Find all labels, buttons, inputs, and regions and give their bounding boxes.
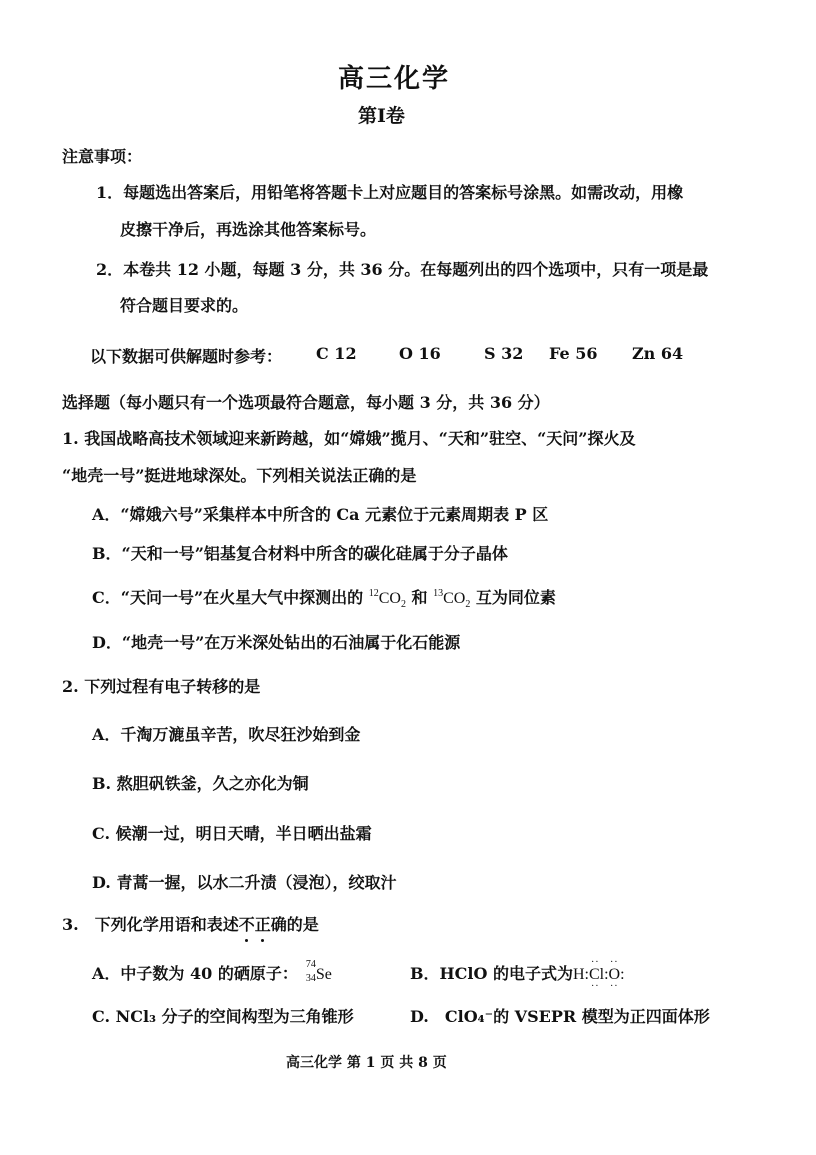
q3-emphasis-bu: 不	[239, 912, 255, 935]
q3-option-a: A．中子数为 40 的硒原子： 74 34 Se	[92, 959, 332, 984]
q2-option-a: A．千淘万漉虽辛苦，吹尽狂沙始到金	[92, 725, 361, 744]
reference-data-row	[0, 344, 816, 366]
q1-option-a: A．“嫦娥六号”采集样本中所含的 Ca 元素位于元素周期表 P 区	[92, 505, 549, 524]
q3-stem: 3. 下列化学用语和表述不 正 确的是	[62, 912, 319, 935]
q3-option-d: D. ClO₄⁻的 VSEPR 模型为正四面体形	[410, 1007, 710, 1026]
notes-heading: 注意事项：	[62, 147, 143, 166]
q1-option-c-isotope-2: $^{13}CO_2$	[433, 588, 471, 610]
q1-stem-line-2: “地壳一号”挺进地球深处。下列相关说法正确的是	[62, 466, 417, 485]
q3-option-c: C. NCl₃ 分子的空间构型为三角锥形	[92, 1007, 354, 1026]
reference-label: 以下数据可供解题时参考：	[90, 347, 283, 366]
q1-option-c: C．“天问一号”在火星大气中探测出的 $^{12}CO_2$ 和 $^{13}CO_2$ 互为同位素	[92, 588, 556, 610]
volume-heading: 第Ⅰ卷	[358, 105, 405, 127]
note-item-1-line-1: 1．每题选出答案后，用铅笔将答题卡上对应题目的答案标号涂黑。如需改动，用橡	[96, 183, 684, 202]
q2-stem: 2. 下列过程有电子转移的是	[62, 677, 261, 696]
reference-item-c: C 12	[316, 344, 357, 363]
q1-option-c-text: C．“天问一号”在火星大气中探测出的	[92, 588, 369, 607]
q2-option-c: C. 候潮一过，明日天晴，半日晒出盐霜	[92, 824, 372, 843]
q3-option-b: B．HClO 的电子式为H:Cl:O: ·· ·· ·· ··	[410, 957, 625, 992]
reference-item-fe: Fe 56	[549, 344, 598, 363]
page-title: 高三化学	[338, 64, 451, 94]
q2-option-d: D. 青蒿一握，以水二升渍（浸泡），绞取汁	[92, 873, 397, 892]
reference-item-zn: Zn 64	[632, 344, 684, 363]
q1-option-b: B．“天和一号”铝基复合材料中所含的碳化硅属于分子晶体	[92, 544, 508, 563]
reference-item-o: O 16	[399, 344, 441, 363]
page-footer: 高三化学 第 1 页 共 8 页	[286, 1055, 447, 1071]
q3-option-b-lewis-structure: H:Cl:O: ·· ·· ·· ··	[572, 957, 625, 992]
q1-option-d: D．“地壳一号”在万米深处钻出的石油属于化石能源	[92, 633, 461, 652]
q1-option-c-isotope-1: $^{12}CO_2$	[368, 588, 406, 610]
section-heading: 选择题（每小题只有一个选项最符合题意，每小题 3 分，共 36 分）	[62, 393, 550, 412]
q3-emphasis-zheng: 正	[255, 912, 271, 935]
note-item-1-line-2: 皮擦干净后，再选涂其他答案标号。	[120, 220, 377, 239]
q3-option-a-nuclide: 74 34	[305, 959, 316, 984]
q1-stem-line-1: 1. 我国战略高技术领域迎来新跨越，如“嫦娥”揽月、“天和”驻空、“天问”探火及	[62, 429, 636, 448]
note-item-2-line-1: 2．本卷共 12 小题，每题 3 分，共 36 分。在每题列出的四个选项中，只有一项是最	[96, 260, 709, 279]
reference-item-s: S 32	[484, 344, 524, 363]
q2-option-b: B. 熬胆矾铁釜，久之亦化为铜	[92, 774, 309, 793]
note-item-2-line-2: 符合题目要求的。	[120, 296, 249, 315]
